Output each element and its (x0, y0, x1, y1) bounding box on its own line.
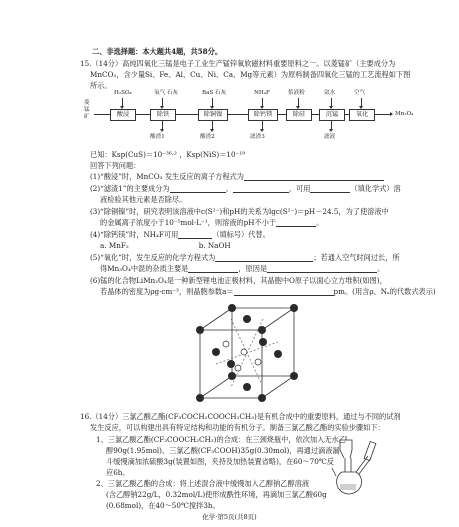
answer-blank[interactable] (178, 231, 212, 239)
step-acid-leach: 酸浸 (110, 109, 136, 121)
sub-question-4-options (100, 241, 231, 250)
sub-question-2: (2)“滤渣1”的主要成分为 、 ，可用 （填化学式）溶 (90, 184, 401, 193)
step-precipitate-mn: 沉锰 (319, 109, 345, 121)
residue-3: 滤渣3 (250, 134, 265, 140)
answer-blank[interactable] (244, 173, 384, 181)
option-a: a. MnF₂ (100, 241, 129, 250)
residue-1: 酸渣1 (150, 134, 165, 140)
sub-question-2-cont: 液检验其他元素是否除尽。 (100, 195, 187, 204)
answer-blank[interactable] (233, 185, 289, 193)
sub-question-6: (6)锰的化合物LiMn₂O₄是一种新型锂电池正极材料，其晶胞中O原子以面心立方堆积(如图)， (90, 276, 387, 285)
sub-question-4: (4)“除钙镁”时，NH₄F可用 （填标号）代替。 (90, 230, 270, 239)
answer-blank[interactable] (267, 265, 377, 273)
reagent-1: H₂SO₄ (114, 90, 132, 96)
reagent-3: BaS 石灰 (202, 90, 227, 96)
sub-question-6-cont: 若晶体的密度为ρg·cm⁻³，则晶胞参数a＝ pm。(用含ρ、Nₐ的代数式表示) (100, 287, 436, 296)
answer-blank[interactable] (234, 288, 334, 296)
product-label: Mn₃O₄ (395, 111, 414, 117)
sub-question-1: (1)“酸浸”时，MnCO₃ 发生反应的离子方程式为 (90, 172, 384, 181)
residue-2: 酸渣2 (200, 134, 215, 140)
q15-line-3: 所示。 (90, 81, 112, 90)
apparatus-diagram (330, 432, 380, 496)
answer-blank[interactable] (310, 185, 350, 193)
q16-step-2-a: 2、三氯乙酸乙酯的合成：将上述混合液中缓慢加入乙醇钠乙醇溶液 (96, 479, 310, 488)
step-remove-ca-mg: 除钙镁 (248, 109, 278, 121)
ore-label: 菱锰矿 (84, 100, 90, 120)
page-footer: 化学·第5页(共8页) (202, 513, 257, 521)
process-flowchart (84, 90, 444, 146)
sub-question-3-cont: 的金属离子浓度小于10⁻⁵mol·L⁻¹，则溶液的pH不小于 。 (100, 218, 324, 227)
q15-line-2: MnCO₃，含少量Si、Fe、Al、Cu、Ni、Ca、Mg等元素）为原料制备四氧化三锰的工艺流程如下图 (90, 70, 411, 79)
option-b: b. NaOH (198, 241, 231, 250)
step-remove-iron: 除铁 (150, 109, 176, 121)
q16-step-1-a: 1、三氯乙酸乙酯(CF₃COOCH₂CH₃)的合成：在三颈烧瓶中，依次加入无水乙 (96, 435, 346, 444)
q16-step-2-b: (含乙醇钠22g/L，0.32mol/L)使形成酰性环境，再滴加三氯乙酸60g (106, 490, 327, 499)
reagent-5: 浆液粉 (288, 90, 305, 96)
sub-question-5: (5)“氧化”时，发生反应的化学方程式为 ；若通入空气时间过长，所 (90, 253, 400, 262)
answer-prompt: 回答下列问题： (90, 161, 141, 170)
unit-cell-diagram (188, 302, 308, 406)
answer-blank[interactable] (215, 254, 313, 262)
q16-line-1: 16.（14分）三氯乙酸乙酯(CF₃COCH₂COOCH₂CH₃)是有机合成中的重要原料，通过与不同的试剂 (80, 412, 401, 421)
section-header: 二、非选择题：本大题共4题，共58分。 (92, 47, 223, 56)
reagent-4: NH₄F (254, 90, 270, 96)
q16-step-1-b: 醇90g(1.95mol)、三氯乙酸(CF₃COOH)35g(0.30mol)，再通过滴液漏 (106, 446, 340, 455)
answer-blank[interactable] (276, 219, 316, 227)
q16-step-1-d: 应6h。 (106, 468, 130, 477)
q16-step-2-c: (0.68mol)，在40～50℃搅拌3h。 (106, 501, 220, 510)
sub-question-5-cont: 得Mn₃O₄中混的杂质主要是 ，原因是 。 (100, 264, 385, 273)
step-remove-si: 除硅 (286, 109, 312, 121)
q15-line-1: 15.（14分）高纯四氧化三锰是电子工业生产锰锌氧软磁材料重要原料之一。以菱锰矿（主要成分为 (80, 59, 396, 68)
ksp-line: 已知：Ksp(CuS)＝10⁻³⁶·² ，Ksp(NiS)＝10⁻¹⁹ (90, 150, 246, 159)
reagent-2: 氧气 石灰 (154, 90, 179, 96)
answer-blank[interactable] (170, 185, 226, 193)
step-remove-cu-ni: 除铜镍 (198, 109, 228, 121)
reagent-6: 氨水 (324, 90, 336, 96)
sub-question-3: (3)“除铜镍”时，研究表明该溶液中c(S²⁻)和pH的关系为lgc(S²⁻)＝pH－24.5，为了使溶液中 (90, 207, 389, 216)
step-oxidize: 氧化 (349, 109, 375, 121)
residue-4: 滤液 (324, 134, 336, 140)
q16-step-1-c: 斗缓慢滴加浓硫酸3g(装置如图，夹持及加热装置省略)，在60～70℃反 (106, 457, 334, 466)
reagent-7: 空气 (354, 90, 366, 96)
q16-line-2: 发生反应，可以构建出具有特定结构和功能的有机分子。制备三氯乙酸乙酯的实验步骤如下： (90, 423, 385, 432)
answer-blank[interactable] (188, 265, 238, 273)
